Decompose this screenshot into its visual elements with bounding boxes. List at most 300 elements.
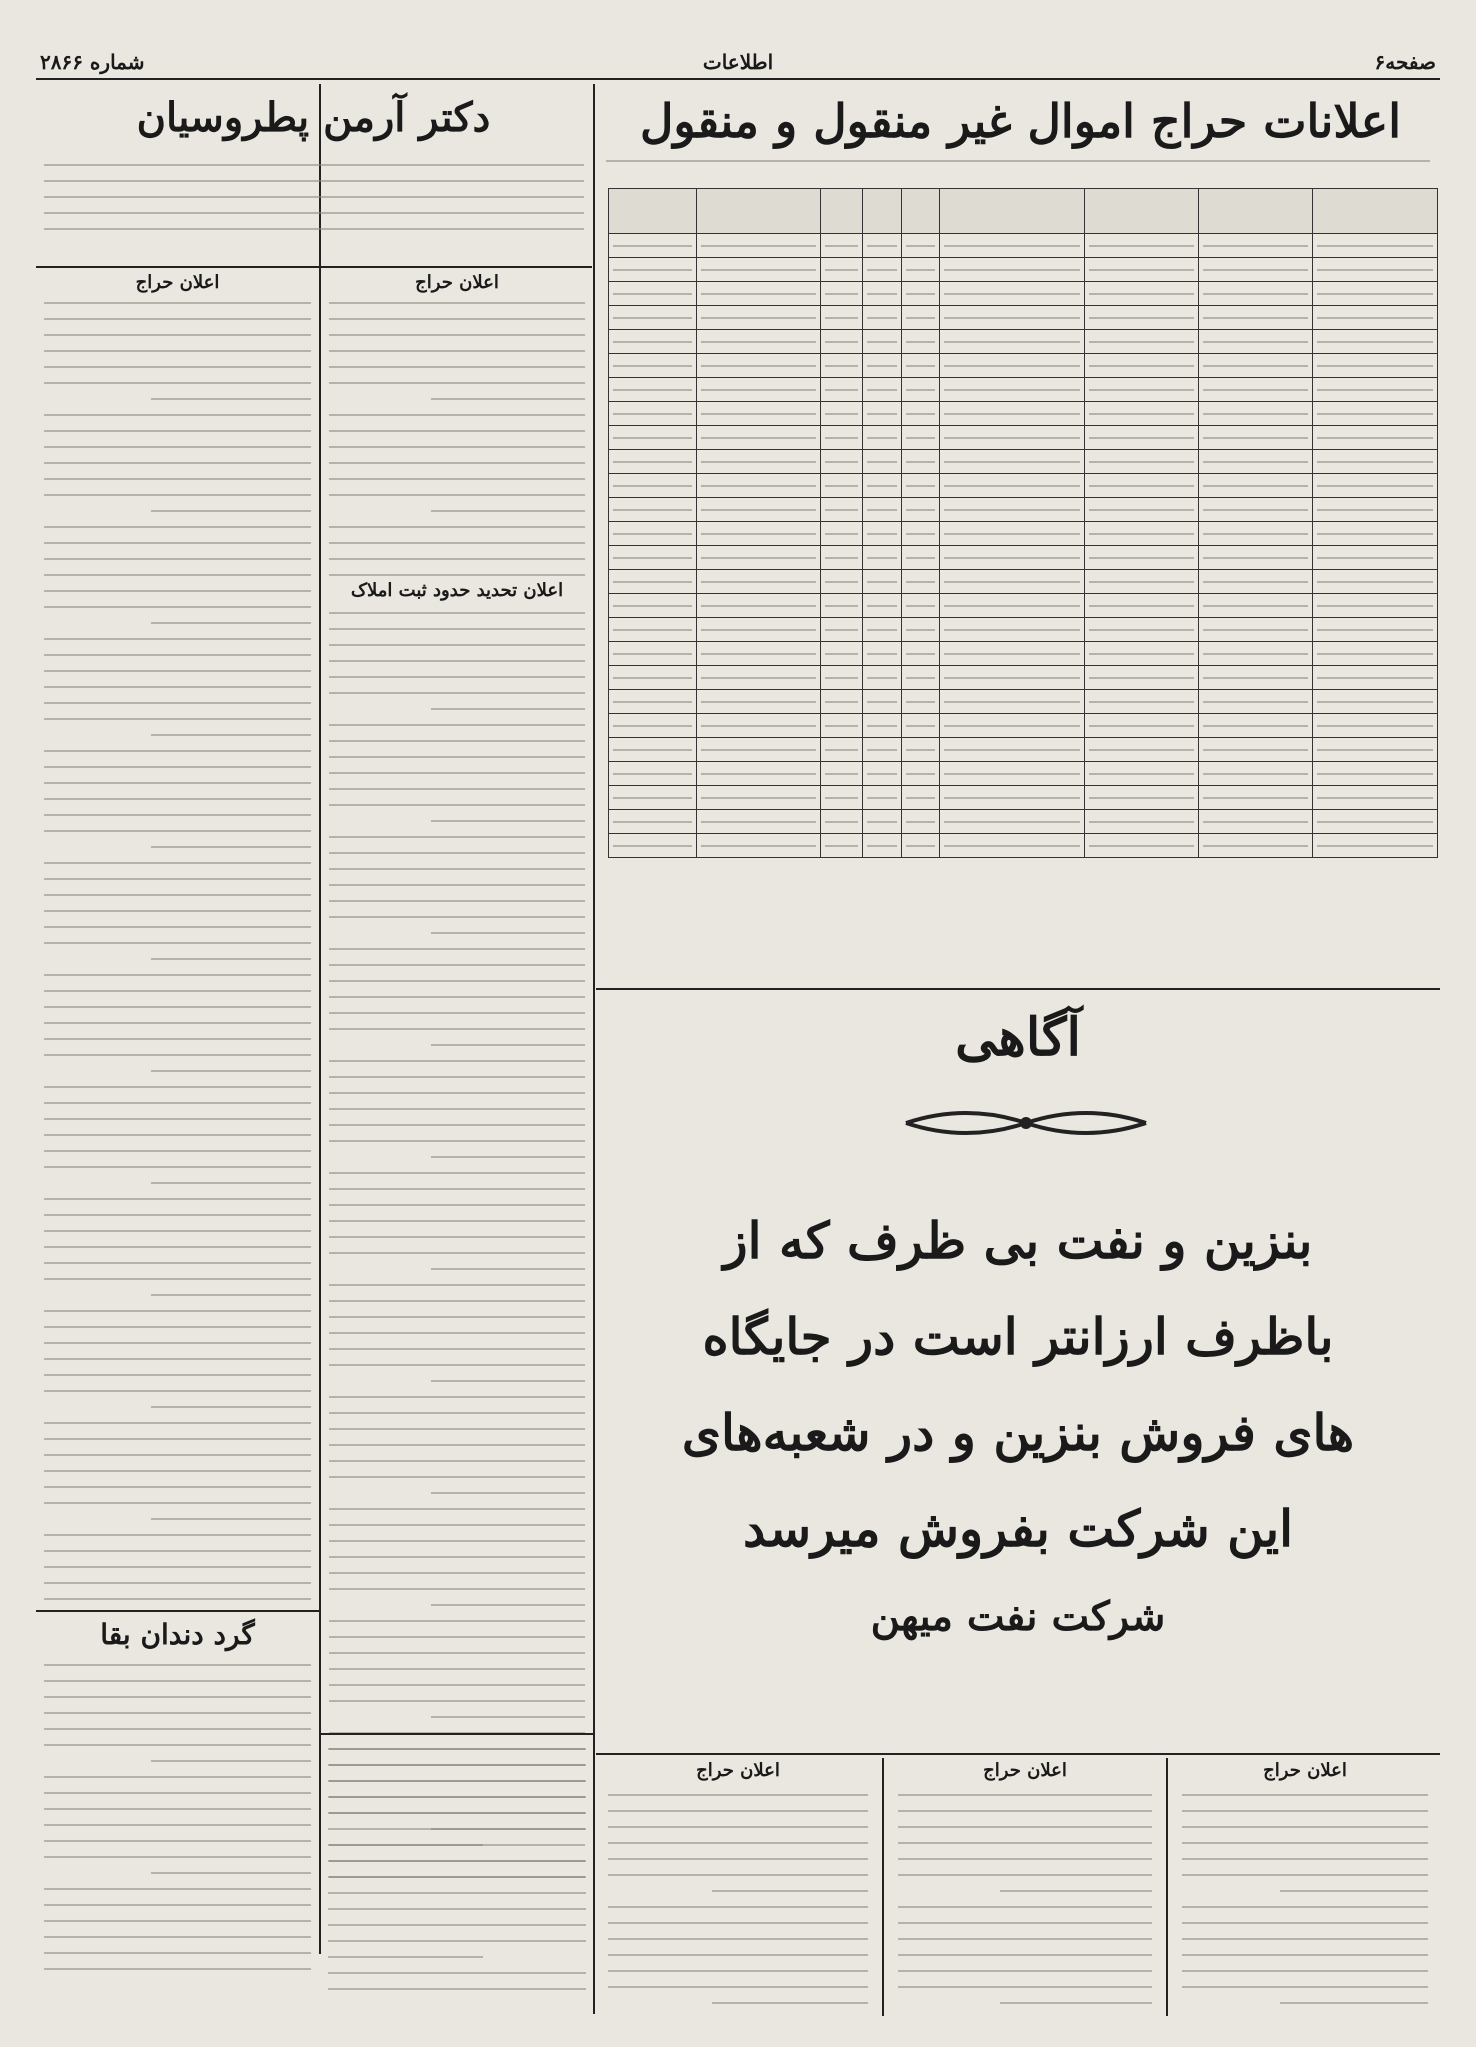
table-cell bbox=[939, 618, 1084, 642]
table-cell bbox=[939, 474, 1084, 498]
table-cell bbox=[696, 546, 821, 570]
table-cell bbox=[1313, 450, 1438, 474]
table-cell bbox=[1313, 282, 1438, 306]
dental-title: گرد دندان بقا bbox=[100, 1618, 255, 1651]
table-row bbox=[609, 522, 1438, 546]
table-cell bbox=[1084, 642, 1198, 666]
text-line bbox=[1182, 1938, 1428, 1940]
table-row bbox=[609, 234, 1438, 258]
text-line bbox=[44, 590, 311, 592]
text-line bbox=[431, 1044, 585, 1046]
table-cell bbox=[939, 594, 1084, 618]
table-row bbox=[609, 474, 1438, 498]
table-cell bbox=[609, 234, 697, 258]
column-rule-main bbox=[593, 84, 595, 2014]
table-cell bbox=[821, 546, 863, 570]
table-cell bbox=[1084, 570, 1198, 594]
table-cell bbox=[901, 642, 939, 666]
table-cell bbox=[863, 474, 901, 498]
text-line bbox=[44, 1134, 311, 1136]
table-cell bbox=[1199, 474, 1313, 498]
text-line bbox=[898, 1922, 1152, 1924]
text-line bbox=[431, 510, 585, 512]
table-cell bbox=[901, 234, 939, 258]
text-line bbox=[431, 932, 585, 934]
text-line bbox=[44, 974, 311, 976]
table-cell bbox=[863, 666, 901, 690]
table-cell bbox=[939, 786, 1084, 810]
table-cell bbox=[901, 834, 939, 858]
ad-heading: اعلان تحدید حدود ثبت املاک bbox=[350, 580, 564, 601]
table-cell bbox=[1199, 666, 1313, 690]
page-label: صفحه۶ bbox=[1374, 50, 1436, 74]
text-line bbox=[328, 1908, 586, 1910]
text-line bbox=[329, 1460, 585, 1462]
table-cell bbox=[901, 714, 939, 738]
text-line bbox=[44, 1326, 311, 1328]
table-row bbox=[609, 450, 1438, 474]
table-cell bbox=[901, 762, 939, 786]
text-line bbox=[328, 1876, 586, 1878]
table-cell bbox=[901, 474, 939, 498]
text-line bbox=[151, 1070, 311, 1072]
table-cell bbox=[939, 354, 1084, 378]
text-line bbox=[44, 1422, 311, 1424]
text-line bbox=[608, 1986, 868, 1988]
table-cell bbox=[821, 714, 863, 738]
text-line bbox=[44, 1102, 311, 1104]
table-cell bbox=[696, 834, 821, 858]
text-line bbox=[329, 1540, 585, 1542]
text-line bbox=[44, 1086, 311, 1088]
table-cell bbox=[863, 642, 901, 666]
text-line bbox=[608, 1938, 868, 1940]
text-line bbox=[44, 1454, 311, 1456]
table-cell bbox=[1199, 546, 1313, 570]
text-line bbox=[151, 398, 311, 400]
text-line bbox=[44, 350, 311, 352]
text-line bbox=[44, 990, 311, 992]
table-cell bbox=[609, 450, 697, 474]
table-cell bbox=[696, 666, 821, 690]
text-line bbox=[898, 1906, 1152, 1908]
table-cell bbox=[901, 666, 939, 690]
table-cell bbox=[609, 714, 697, 738]
text-line bbox=[1182, 1906, 1428, 1908]
text-line bbox=[329, 1188, 585, 1190]
table-cell bbox=[609, 762, 697, 786]
table-cell bbox=[863, 714, 901, 738]
text-line bbox=[44, 1310, 311, 1312]
text-line bbox=[329, 836, 585, 838]
table-cell bbox=[939, 258, 1084, 282]
table-cell bbox=[609, 834, 697, 858]
table-cell bbox=[821, 450, 863, 474]
table-cell bbox=[696, 354, 821, 378]
table-cell bbox=[939, 834, 1084, 858]
text-line bbox=[44, 750, 311, 752]
text-line bbox=[329, 382, 585, 384]
table-cell bbox=[939, 666, 1084, 690]
text-line bbox=[44, 574, 311, 576]
text-line bbox=[329, 1700, 585, 1702]
table-cell bbox=[1084, 450, 1198, 474]
table-cell bbox=[1084, 234, 1198, 258]
table-row bbox=[609, 714, 1438, 738]
notice-body bbox=[636, 1193, 1400, 1577]
table-cell bbox=[821, 354, 863, 378]
table-cell bbox=[696, 402, 821, 426]
text-line bbox=[329, 852, 585, 854]
text-line bbox=[608, 1810, 868, 1812]
table-cell bbox=[1084, 306, 1198, 330]
table-cell bbox=[1199, 426, 1313, 450]
table-cell bbox=[696, 738, 821, 762]
text-line bbox=[329, 1316, 585, 1318]
table-cell bbox=[609, 642, 697, 666]
table-cell bbox=[1199, 594, 1313, 618]
text-line bbox=[151, 1294, 311, 1296]
table-cell bbox=[1313, 738, 1438, 762]
text-line bbox=[329, 1124, 585, 1126]
text-line bbox=[329, 1668, 585, 1670]
text-line bbox=[329, 804, 585, 806]
text-line bbox=[328, 1988, 586, 1990]
text-line bbox=[329, 692, 585, 694]
text-line bbox=[329, 558, 585, 560]
table-cell bbox=[1199, 306, 1313, 330]
table-cell bbox=[821, 570, 863, 594]
text-line bbox=[608, 1954, 868, 1956]
text-line bbox=[44, 1374, 311, 1376]
text-line bbox=[608, 1922, 868, 1924]
bottom-ad-3 bbox=[598, 1760, 878, 2010]
text-line bbox=[44, 1582, 311, 1584]
table-cell bbox=[1084, 282, 1198, 306]
table-cell bbox=[1199, 522, 1313, 546]
ad-body bbox=[44, 302, 311, 1614]
table-cell bbox=[939, 714, 1084, 738]
text-line bbox=[329, 1364, 585, 1366]
table-cell bbox=[1084, 786, 1198, 810]
text-line bbox=[44, 1776, 311, 1778]
text-line bbox=[1000, 2002, 1152, 2004]
text-line bbox=[1182, 1794, 1428, 1796]
table-cell bbox=[901, 282, 939, 306]
text-line bbox=[329, 462, 585, 464]
table-header-cell bbox=[1084, 189, 1198, 234]
table-cell bbox=[1084, 594, 1198, 618]
text-line bbox=[44, 1936, 311, 1938]
table-row bbox=[609, 786, 1438, 810]
table-cell bbox=[696, 450, 821, 474]
table-cell bbox=[1313, 570, 1438, 594]
notice-line: های فروش بنزین و در شعبه‌های bbox=[681, 1403, 1355, 1462]
table-cell bbox=[1199, 378, 1313, 402]
text-line bbox=[329, 900, 585, 902]
dental-body bbox=[44, 1664, 311, 1984]
table-cell bbox=[821, 306, 863, 330]
table-cell bbox=[1199, 498, 1313, 522]
text-line bbox=[44, 212, 584, 214]
table-row bbox=[609, 570, 1438, 594]
section-rule-left bbox=[36, 1610, 319, 1612]
ad-body bbox=[329, 302, 585, 590]
table-header-cell bbox=[939, 189, 1084, 234]
table-cell bbox=[1313, 714, 1438, 738]
text-line bbox=[1280, 2002, 1428, 2004]
text-line bbox=[431, 1716, 585, 1718]
text-line bbox=[898, 1938, 1152, 1940]
text-line bbox=[329, 1076, 585, 1078]
text-line bbox=[44, 462, 311, 464]
text-line bbox=[329, 542, 585, 544]
text-line bbox=[44, 1744, 311, 1746]
notice-line: باظرف ارزانتر است در جایگاه bbox=[702, 1307, 1334, 1366]
table-cell bbox=[1313, 258, 1438, 282]
table-cell bbox=[863, 330, 901, 354]
table-cell bbox=[1313, 666, 1438, 690]
table-row bbox=[609, 426, 1438, 450]
text-line bbox=[44, 670, 311, 672]
text-line bbox=[329, 334, 585, 336]
table-cell bbox=[696, 378, 821, 402]
table-cell bbox=[863, 282, 901, 306]
table-cell bbox=[696, 570, 821, 594]
table-cell bbox=[1084, 402, 1198, 426]
text-line bbox=[44, 382, 311, 384]
text-line bbox=[329, 1508, 585, 1510]
text-line bbox=[329, 1092, 585, 1094]
text-line bbox=[44, 1598, 311, 1600]
table-row bbox=[609, 546, 1438, 570]
table-cell bbox=[609, 354, 697, 378]
text-line bbox=[44, 638, 311, 640]
text-line bbox=[44, 1022, 311, 1024]
middle-column bbox=[325, 272, 589, 1732]
section-rule-bottom bbox=[596, 1753, 1440, 1755]
text-line bbox=[898, 1810, 1152, 1812]
text-line bbox=[329, 1140, 585, 1142]
table-cell bbox=[863, 810, 901, 834]
text-line bbox=[329, 1028, 585, 1030]
table-cell bbox=[863, 594, 901, 618]
text-line bbox=[44, 1342, 311, 1344]
text-line bbox=[712, 1890, 868, 1892]
table-cell bbox=[901, 402, 939, 426]
text-line bbox=[151, 1518, 311, 1520]
text-line bbox=[44, 1470, 311, 1472]
table-cell bbox=[696, 234, 821, 258]
text-line bbox=[44, 1712, 311, 1714]
text-line bbox=[44, 318, 311, 320]
text-line bbox=[44, 718, 311, 720]
table-cell bbox=[863, 498, 901, 522]
text-line bbox=[328, 1892, 586, 1894]
text-line bbox=[44, 1230, 311, 1232]
table-cell bbox=[939, 330, 1084, 354]
text-line bbox=[44, 606, 311, 608]
left-column bbox=[40, 272, 315, 1602]
table-row bbox=[609, 690, 1438, 714]
table-header-cell bbox=[901, 189, 939, 234]
table-cell bbox=[901, 498, 939, 522]
table-cell bbox=[821, 522, 863, 546]
table-cell bbox=[901, 450, 939, 474]
auction-table bbox=[608, 188, 1438, 858]
table-cell bbox=[821, 426, 863, 450]
table-cell bbox=[609, 786, 697, 810]
text-line bbox=[329, 1396, 585, 1398]
text-line bbox=[44, 894, 311, 896]
text-line bbox=[44, 1808, 311, 1810]
table-cell bbox=[696, 474, 821, 498]
table-cell bbox=[939, 498, 1084, 522]
text-line bbox=[329, 414, 585, 416]
text-line bbox=[44, 302, 311, 304]
table-cell bbox=[863, 234, 901, 258]
table-cell bbox=[939, 282, 1084, 306]
text-line bbox=[329, 1444, 585, 1446]
text-line bbox=[44, 414, 311, 416]
text-line bbox=[898, 1826, 1152, 1828]
text-line bbox=[44, 1198, 311, 1200]
table-cell bbox=[1199, 354, 1313, 378]
section-rule-mid bbox=[321, 1733, 593, 1735]
notice-title: آگاهی bbox=[955, 1007, 1081, 1068]
table-cell bbox=[1084, 378, 1198, 402]
text-line bbox=[431, 820, 585, 822]
table-cell bbox=[1199, 690, 1313, 714]
table-cell bbox=[1084, 666, 1198, 690]
text-line bbox=[44, 1054, 311, 1056]
table-cell bbox=[609, 618, 697, 642]
table-cell bbox=[1313, 522, 1438, 546]
table-cell bbox=[1199, 642, 1313, 666]
text-line bbox=[44, 814, 311, 816]
ad-body bbox=[898, 1794, 1152, 2018]
text-line bbox=[898, 1874, 1152, 1876]
text-line bbox=[329, 964, 585, 966]
text-line bbox=[44, 782, 311, 784]
bottom-ad-1 bbox=[1172, 1760, 1438, 2010]
text-line bbox=[1182, 1954, 1428, 1956]
table-row bbox=[609, 762, 1438, 786]
text-line bbox=[329, 1236, 585, 1238]
table-cell bbox=[696, 306, 821, 330]
table-cell bbox=[1084, 522, 1198, 546]
text-line bbox=[329, 1332, 585, 1334]
text-line bbox=[898, 1794, 1152, 1796]
table-cell bbox=[821, 690, 863, 714]
table-cell bbox=[1199, 762, 1313, 786]
table-cell bbox=[696, 786, 821, 810]
table-cell bbox=[863, 378, 901, 402]
text-line bbox=[328, 1844, 483, 1846]
text-line bbox=[1182, 1970, 1428, 1972]
text-line bbox=[431, 1380, 585, 1382]
table-cell bbox=[939, 426, 1084, 450]
text-line bbox=[608, 1842, 868, 1844]
table-cell bbox=[939, 402, 1084, 426]
text-line bbox=[44, 830, 311, 832]
text-line bbox=[44, 1566, 311, 1568]
auction-title: اعلانات حراج اموال غیر منقول و منقول bbox=[639, 94, 1402, 148]
table-cell bbox=[1199, 282, 1313, 306]
text-line bbox=[608, 1794, 868, 1796]
text-line bbox=[1182, 1874, 1428, 1876]
text-line bbox=[329, 1476, 585, 1478]
text-line bbox=[1182, 1842, 1428, 1844]
text-line bbox=[329, 1172, 585, 1174]
table-cell bbox=[1199, 618, 1313, 642]
table-cell bbox=[609, 378, 697, 402]
text-line bbox=[329, 1284, 585, 1286]
text-line bbox=[329, 1588, 585, 1590]
table-cell bbox=[696, 690, 821, 714]
table-cell bbox=[863, 738, 901, 762]
table-cell bbox=[863, 618, 901, 642]
text-line bbox=[44, 1968, 311, 1970]
text-line bbox=[44, 526, 311, 528]
ad-body bbox=[608, 1794, 868, 2018]
table-cell bbox=[863, 570, 901, 594]
table-cell bbox=[609, 594, 697, 618]
table-cell bbox=[696, 642, 821, 666]
text-line bbox=[44, 1502, 311, 1504]
text-line bbox=[44, 1390, 311, 1392]
table-cell bbox=[939, 570, 1084, 594]
table-row bbox=[609, 378, 1438, 402]
text-line bbox=[329, 430, 585, 432]
text-line bbox=[44, 1920, 311, 1922]
table-cell bbox=[696, 426, 821, 450]
table-cell bbox=[821, 258, 863, 282]
text-line bbox=[44, 430, 311, 432]
section-rule-auction bbox=[596, 988, 1440, 990]
table-cell bbox=[1313, 402, 1438, 426]
table-cell bbox=[696, 330, 821, 354]
table-cell bbox=[1084, 834, 1198, 858]
text-line bbox=[44, 654, 311, 656]
table-cell bbox=[609, 258, 697, 282]
table-cell bbox=[939, 546, 1084, 570]
table-cell bbox=[1313, 762, 1438, 786]
text-line bbox=[608, 1874, 868, 1876]
text-line bbox=[329, 996, 585, 998]
table-cell bbox=[1313, 810, 1438, 834]
text-line bbox=[44, 1438, 311, 1440]
text-line bbox=[329, 1348, 585, 1350]
table-cell bbox=[901, 378, 939, 402]
text-line bbox=[44, 542, 311, 544]
ad-heading: اعلان حراج bbox=[983, 1760, 1067, 1781]
text-line bbox=[328, 1972, 586, 1974]
text-line bbox=[329, 494, 585, 496]
ad-heading: اعلان حراج bbox=[696, 1760, 780, 1781]
doctor-body bbox=[44, 164, 584, 244]
text-line bbox=[328, 1956, 483, 1958]
table-cell bbox=[696, 714, 821, 738]
text-line bbox=[44, 478, 311, 480]
text-line bbox=[44, 1856, 311, 1858]
table-cell bbox=[1313, 642, 1438, 666]
text-line bbox=[431, 1492, 585, 1494]
text-line bbox=[44, 862, 311, 864]
newspaper-page bbox=[36, 48, 1440, 2016]
text-line bbox=[44, 1534, 311, 1536]
text-line bbox=[329, 446, 585, 448]
